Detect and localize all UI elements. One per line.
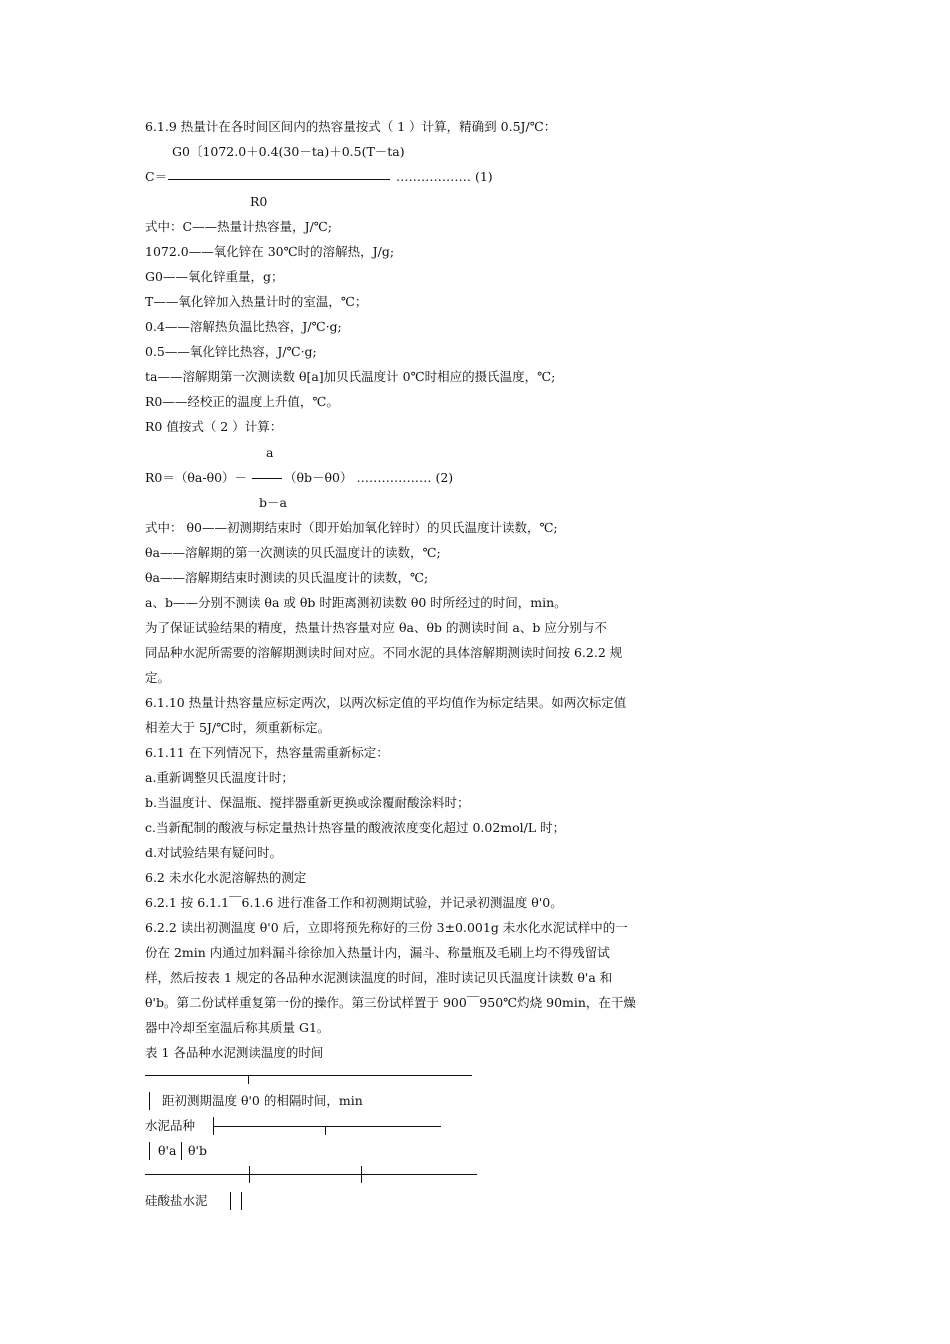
text-line: ta——溶解期第一次测读数 θ[a]加贝氏温度计 0℃时相应的摄氏温度，℃; [145,369,556,384]
text-line: 份在 2min 内通过加料漏斗徐徐加入热量计内，漏斗、称量瓶及毛刷上均不得残留试 [145,945,610,960]
text-line: R0 值按式（ 2 ）计算： [145,419,283,434]
text-line: θa——溶解期结束时测读的贝氏温度计的读数，℃; [145,570,429,585]
text-line: b.当温度计、保温瓶、搅拌器重新更换或涂覆耐酸涂料时； [145,795,470,810]
table-top-rule [145,1075,472,1076]
table-tick [325,1126,326,1135]
text-line: θ'b。第二份试样重复第一份的操作。第三份试样置于 900￣950℃灼烧 90min，在干燥 [145,995,636,1010]
text-line: 1072.0——氧化锌在 30℃时的溶解热，J/g; [145,244,395,259]
table-header-theta-b: θ'b [188,1143,207,1158]
text-line: 6.1.11 在下列情况下，热容量需重新标定： [145,745,389,760]
table-header-theta-a: θ'a [158,1143,177,1158]
text-line: 器中冷却至室温后称其质量 G1。 [145,1020,330,1035]
formula-numerator: a [266,445,274,460]
table-cell-cement-type: 硅酸盐水泥 [145,1193,208,1208]
text-line: 同品种水泥所需要的溶解期测读时间对应。不同水泥的具体溶解期测读时间按 6.2.2 规 [145,645,623,660]
text-line: 样，然后按表 1 规定的各品种水泥测读温度的时间，准时读记贝氏温度计读数 θ'a 和 [145,970,613,985]
table-vbar [241,1192,242,1210]
table-header-row-label: 水泥品种 [145,1118,196,1133]
text-line: R0——经校正的温度上升值，℃。 [145,394,339,409]
fraction-bar [168,179,390,180]
formula-denominator: R0 [250,194,268,209]
text-line: 0.5——氧化锌比热容，J/℃·g; [145,344,317,359]
table-cross [361,1166,362,1183]
text-line: T——氧化锌加入热量计时的室温，℃； [145,294,368,309]
formula-lhs: R0＝（θa-θ0）－ [145,470,248,485]
text-line: 为了保证试验结果的精度，热量计热容量对应 θa、θb 的测读时间 a、b 应分别与不 [145,620,607,635]
table-vbar [149,1092,150,1110]
table-vbar [149,1142,150,1160]
text-line: 式中： θ0——初测期结束时（即开始加氧化锌时）的贝氏温度计读数，℃; [145,520,558,535]
text-line: a、b——分别不测读 θa 或 θb 时距离测初读数 θ0 时所经过的时间，min。 [145,595,567,610]
table-header-span: 距初测期温度 θ'0 的相隔时间，min [162,1093,363,1108]
text-line: 相差大于 5J/℃时，须重新标定。 [145,720,331,735]
formula-denominator: b－a [259,495,287,510]
text-line: G0——氧化锌重量，g； [145,269,284,284]
text-line: c.当新配制的酸液与标定量热计热容量的酸液浓度变化超过 0.02mol/L 时； [145,820,566,835]
formula-lhs: C＝ [145,169,168,184]
table-tick [248,1075,249,1084]
text-line: 6.2.2 读出初测温度 θ'0 后，立即将预先称好的三份 3±0.001g 未水化水泥试样中的一 [145,920,628,935]
text-line: 6.2.1 按 6.1.1￣6.1.6 进行准备工作和初测期试验，并记录初测温度 θ'0。 [145,895,563,910]
section-heading: 6.2 未水化水泥溶解热的测定 [145,870,307,885]
text-line: d.对试验结果有疑问时。 [145,845,282,860]
text-line: θa——溶解期的第一次测读的贝氏温度计的读数，℃; [145,545,441,560]
text-line: 6.1.10 热量计热容量应标定两次，以两次标定值的平均值作为标定结果。如两次标定值 [145,695,627,710]
table-cross [249,1166,250,1183]
text-line: a.重新调整贝氏温度计时； [145,770,294,785]
table-caption: 表 1 各品种水泥测读温度的时间 [145,1045,324,1060]
table-vbar [230,1192,231,1210]
text-line: 6.1.9 热量计在各时间区间内的热容量按式（ 1 ）计算，精确到 0.5J/℃： [145,119,557,134]
formula-number: ……………… (1) [396,169,493,184]
fraction-bar [252,478,282,479]
table-header-bottom-rule [145,1174,477,1175]
text-line: 式中：C——热量计热容量，J/℃; [145,219,332,234]
table-vbar [181,1142,182,1160]
text-line: 0.4——溶解热负温比热容，J/℃·g; [145,319,342,334]
formula-numerator: G0〔1072.0＋0.4(30－ta)＋0.5(T－ta) [172,144,405,159]
table-mid-rule [213,1126,441,1127]
formula-rhs: （θb－θ0） ……………… (2) [284,470,454,485]
text-line: 定。 [145,670,171,685]
